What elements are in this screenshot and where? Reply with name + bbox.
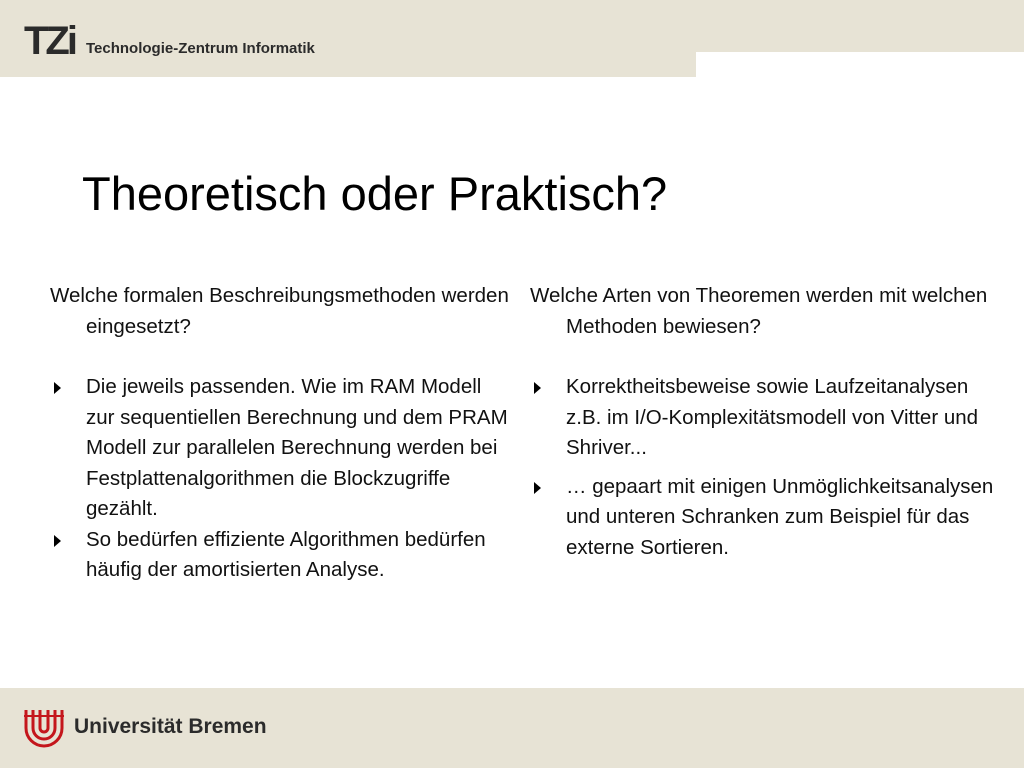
left-question: Welche formalen Beschreibungsmethoden werden eingesetzt?: [50, 284, 509, 338]
triangle-right-icon: [534, 382, 541, 394]
right-question: Welche Arten von Theoremen werden mit welchen Methoden bewiesen?: [530, 284, 988, 338]
university-name: Universität Bremen: [74, 715, 267, 738]
right-bullet-1: [530, 372, 1000, 464]
tzi-logo: TZi: [24, 19, 75, 63]
left-bullet-2-text: So bedürfen effiziente Algorithmen bedürfen häufig der amortisierten Analyse.: [86, 527, 486, 581]
slide-title: Theoretisch oder Praktisch?: [82, 167, 668, 220]
university-bremen-logo: [22, 706, 66, 750]
left-bullet-1: [50, 372, 510, 525]
right-bullet-1-text: Korrektheitsbeweise sowie Laufzeitanalysen z.B. im I/O-Komplexitätsmodell von Vitter und Shriver...: [566, 375, 979, 459]
right-column: [530, 281, 1000, 563]
triangle-right-icon: [54, 382, 61, 394]
right-bullet-2: [530, 472, 1000, 564]
triangle-right-icon: [534, 482, 541, 494]
left-column: [50, 281, 510, 586]
left-bullet-2: [50, 525, 510, 586]
institute-name: Technologie-Zentrum Informatik: [86, 40, 315, 57]
right-bullet-2-text: … gepaart mit einigen Unmöglichkeitsanalysen und unteren Schranken zum Beispiel für das externe Sortieren.: [566, 474, 994, 559]
left-bullet-1-text: Die jeweils passenden. Wie im RAM Modell zur sequentiellen Berechnung und dem PRAM Modell zur parallelen Berechnung werden bei Festplattenalgorithmen die Blockzugriffe gezählt.: [86, 375, 508, 520]
triangle-right-icon: [54, 535, 61, 547]
